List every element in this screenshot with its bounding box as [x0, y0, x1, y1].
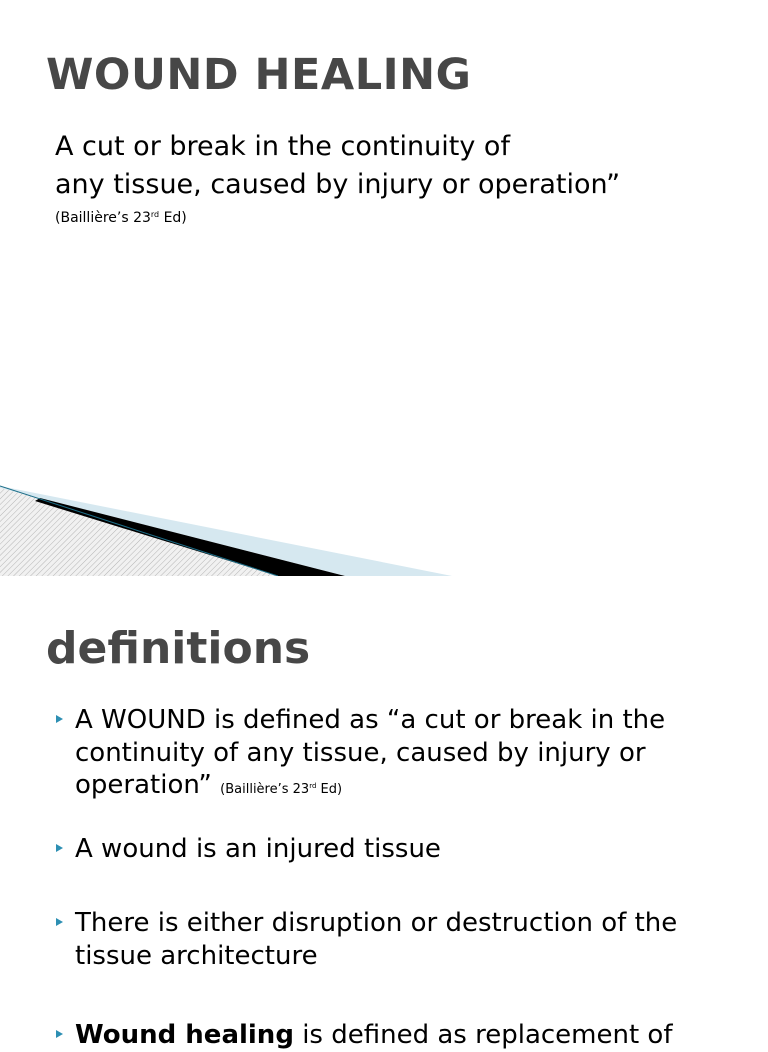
slide-subtitle — [55, 128, 620, 227]
citation-suffix: Ed) — [159, 210, 187, 226]
bullet-list — [56, 704, 746, 1052]
bullet-marker-icon — [56, 1030, 63, 1038]
bullet-text: is defined as replacement of — [293, 1020, 673, 1050]
citation-suffix: Ed) — [316, 782, 343, 797]
list-item — [56, 833, 746, 866]
bullet-citation — [220, 782, 342, 797]
bullet-marker-icon — [56, 918, 63, 926]
citation-ordinal: rd — [309, 782, 317, 790]
bullet-text: A WOUND is defined as “a cut or break in the continuity of any tissue, caused by injury or operation” — [75, 705, 666, 800]
bullet-text: A wound is an injured tissue — [75, 833, 441, 864]
definitions-slide — [0, 576, 768, 1050]
list-item — [56, 704, 746, 807]
bullet-bold-term: Wound healing — [75, 1020, 294, 1050]
subtitle-line-2: any tissue, caused by injury or operation” — [55, 169, 621, 200]
citation-prefix: (Baillière’s 23 — [55, 210, 151, 226]
bullet-marker-icon — [56, 715, 63, 723]
subtitle-line-1: A cut or break in the continuity of — [55, 131, 510, 162]
slide-title: definitions — [46, 623, 311, 674]
slide-title: WOUND HEALING — [46, 50, 472, 100]
bullet-marker-icon — [56, 844, 63, 852]
citation-ordinal: rd — [150, 210, 160, 219]
subtitle-citation — [55, 206, 620, 227]
list-item — [56, 907, 746, 972]
decorative-swoosh — [0, 476, 460, 576]
bullet-text: There is either disruption or destruction of the tissue architecture — [75, 908, 678, 971]
citation-prefix: (Baillière’s 23 — [220, 782, 310, 797]
list-item — [56, 1019, 746, 1052]
